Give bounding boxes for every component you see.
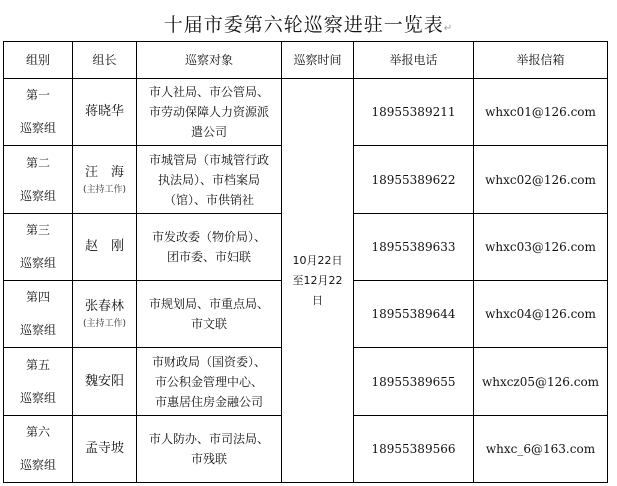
group-cell: 第五 巡察组 [4, 348, 73, 416]
target-cell: 市城管局（市城管行政 执法局）、市档案局 （馆）、市供销社 [137, 146, 282, 214]
leader-cell: 魏安阳 [73, 348, 137, 416]
phone-cell: 18955389633 [354, 214, 474, 281]
group-cell: 第四 巡察组 [4, 281, 73, 348]
leader-cell: 汪 海 (主持工作) [73, 146, 137, 214]
target-cell: 市发改委（物价局）、 团市委、市妇联 [137, 214, 282, 281]
inspection-table [3, 41, 608, 483]
email-cell: whxcz05@126.com [474, 348, 608, 416]
target-cell: 市人社局、市公管局、 市劳动保障人力资源派 遣公司 [137, 79, 282, 146]
leader-note: (主持工作) [82, 184, 127, 195]
leader-cell: 孟寺坡 [73, 416, 137, 483]
group-cell: 第一 巡察组 [4, 79, 73, 146]
email-cell: whxc03@126.com [474, 214, 608, 281]
header-phone: 举报电话 [354, 42, 474, 79]
group-cell: 第二 巡察组 [4, 146, 73, 214]
phone-cell: 18955389566 [354, 416, 474, 483]
title-text: 十届市委第六轮巡察进驻一览表 [163, 14, 444, 36]
document-title [0, 10, 617, 37]
group-cell: 第六 巡察组 [4, 416, 73, 483]
leader-cell: 赵 刚 [73, 214, 137, 281]
email-cell: whxc04@126.com [474, 281, 608, 348]
table-row [4, 79, 608, 146]
leader-cell: 蒋晓华 [73, 79, 137, 146]
leader-note: (主持工作) [82, 319, 127, 329]
email-cell: whxc02@126.com [474, 146, 608, 214]
paragraph-mark-icon: ↵ [443, 23, 454, 34]
group-cell: 第三 巡察组 [4, 214, 73, 281]
header-email: 举报信箱 [474, 42, 608, 79]
phone-cell: 18955389655 [354, 348, 474, 416]
email-cell: whxc01@126.com [474, 79, 608, 146]
header-group: 组别 [4, 42, 73, 79]
target-cell: 市规划局、市重点局、 市文联 [137, 281, 282, 348]
header-time: 巡察时间 [282, 42, 354, 79]
target-cell: 市财政局（国资委）、 市公积金管理中心、 市惠居住房金融公司 [137, 348, 282, 416]
phone-cell: 18955389622 [354, 146, 474, 214]
header-target: 巡察对象 [137, 42, 282, 79]
time-cell: 10月22日 至12月22 日 [282, 79, 354, 483]
phone-cell: 18955389644 [354, 281, 474, 348]
email-cell: whxc_6@163.com [474, 416, 608, 483]
target-cell: 市人防办、市司法局、 市残联 [137, 416, 282, 483]
leader-cell: 张春林 (主持工作) [73, 281, 137, 348]
phone-cell: 18955389211 [354, 79, 474, 146]
header-leader: 组长 [73, 42, 137, 79]
header-row [4, 42, 608, 79]
